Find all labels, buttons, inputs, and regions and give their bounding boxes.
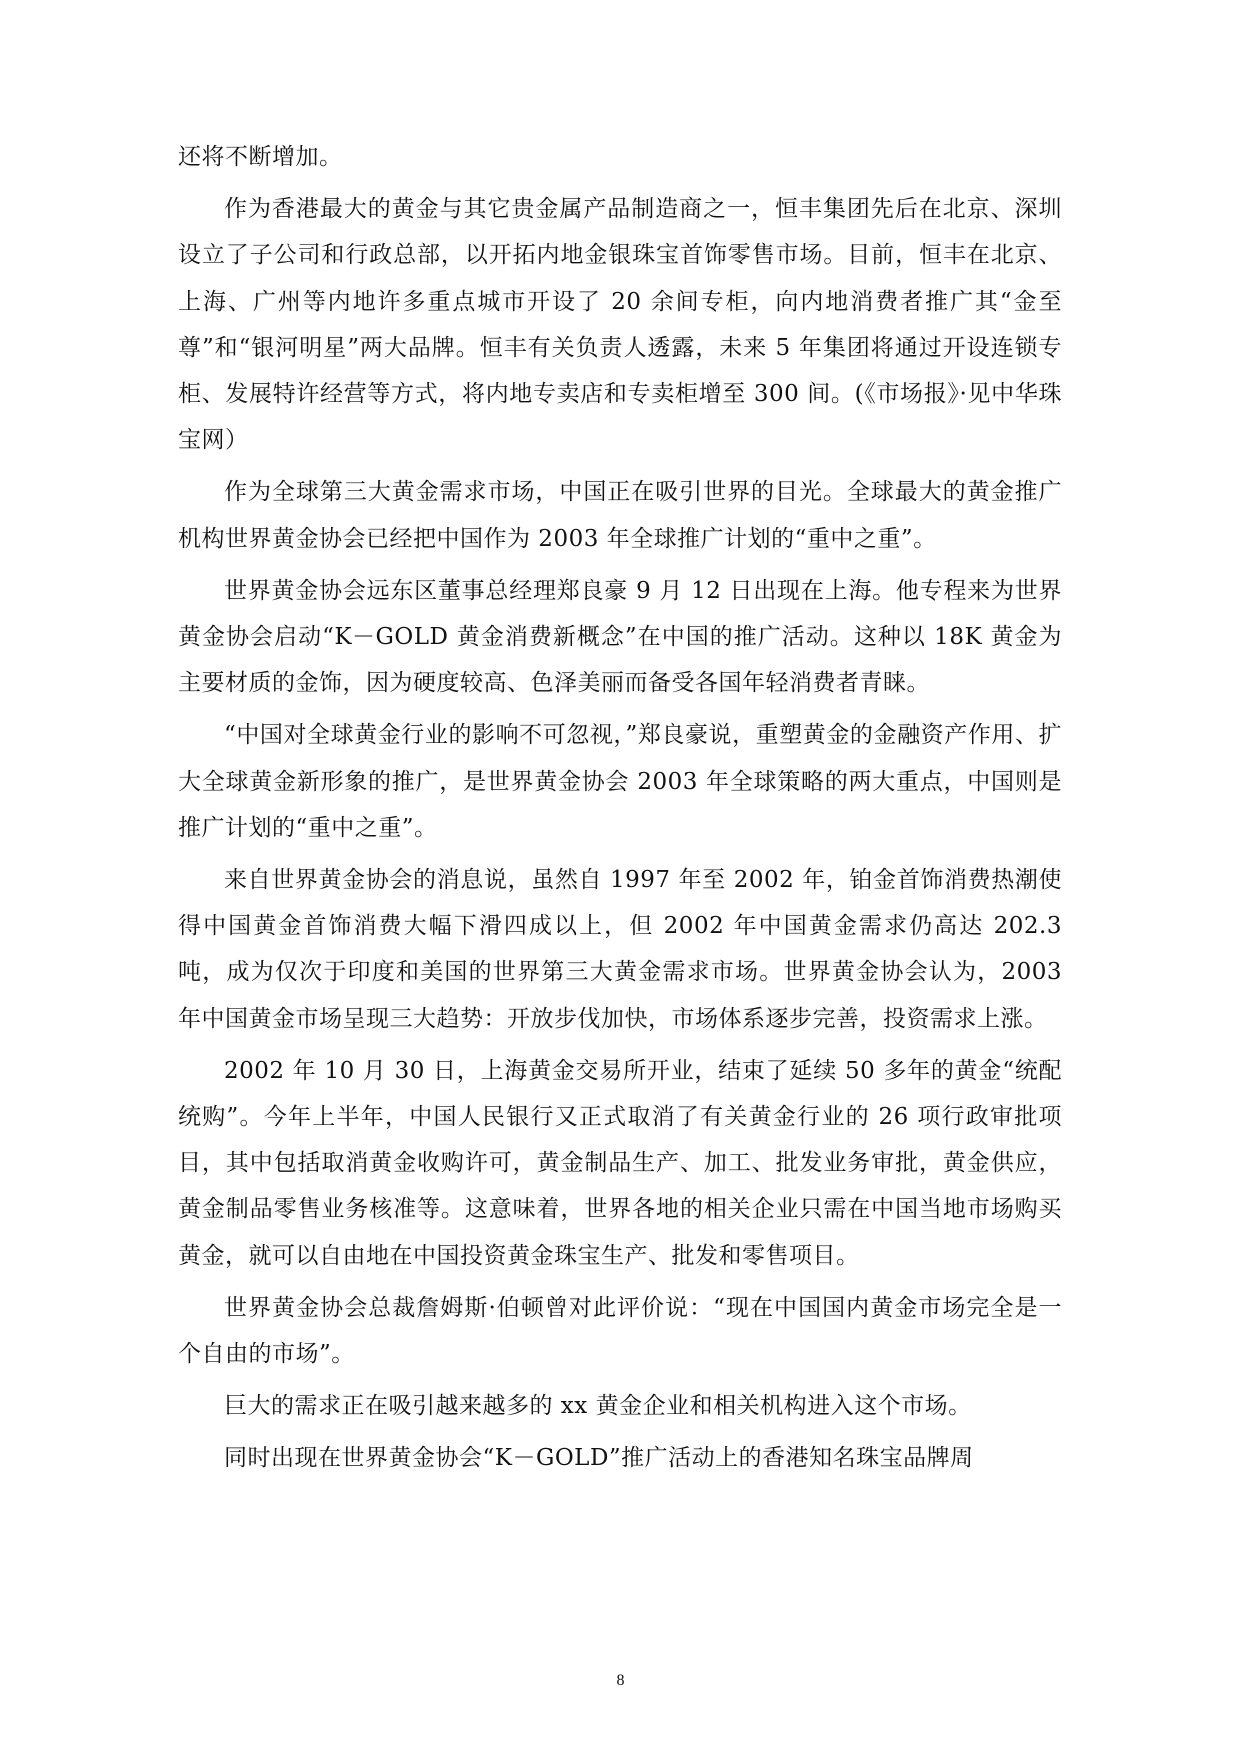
paragraph-9: 巨大的需求正在吸引越来越多的 xx 黄金企业和相关机构进入这个市场。	[224, 1393, 972, 1420]
paragraph-7: 2002 年 10 月 30 日，上海黄金交易所开业，结束了延续 50 多年的黄金“统配统购”。今年上半年，中国人民银行又正式取消了有关黄金行业的 26 项行政审批项目，其中包括取消黄金收购许可，黄金制品生产、加工、批发业务审批，黄金供应，黄金制品零售业务核准等。这意味着，世界各地的相关企业只需在中国当地市场购买黄金，就可以自由地在中国投资黄金珠宝生产、批发和零售项目。	[178, 1057, 1062, 1269]
paragraph-4: 世界黄金协会远东区董事总经理郑良豪 9 月 12 日出现在上海。他专程来为世界黄金协会启动“K－GOLD 黄金消费新概念”在中国的推广活动。这种以 18K 黄金为主要材质的金饰，因为硬度较高、色泽美丽而备受各国年轻消费者青睐。	[178, 577, 1062, 697]
paragraph-8: 世界黄金协会总裁詹姆斯·伯顿曾对此评价说：“现在中国国内黄金市场完全是一个自由的市场”。	[178, 1294, 1062, 1368]
page-number: 8	[616, 1672, 625, 1689]
paragraph-3: 作为全球第三大黄金需求市场，中国正在吸引世界的目光。全球最大的黄金推广机构世界黄金协会已经把中国作为 2003 年全球推广计划的“重中之重”。	[178, 479, 1062, 552]
paragraph-10: 同时出现在世界黄金协会“K－GOLD”推广活动上的香港知名珠宝品牌周	[224, 1445, 974, 1472]
paragraph-2: 作为香港最大的黄金与其它贵金属产品制造商之一，恒丰集团先后在北京、深圳设立了子公司和行政总部，以开拓内地金银珠宝首饰零售市场。目前，恒丰在北京、上海、广州等内地许多重点城市开设了 20 余间专柜，向内地消费者推广其“金至尊”和“银河明星”两大品牌。恒丰有关负责人透露，未来 5 年集团将通过开设连锁专柜、发展特许经营等方式，将内地专卖店和专卖柜增至 300 间。(《市场报》·见中华珠宝网）	[178, 196, 1062, 454]
paragraph-6: 来自世界黄金协会的消息说，虽然自 1997 年至 2002 年，铂金首饰消费热潮使得中国黄金首饰消费大幅下滑四成以上，但 2002 年中国黄金需求仍高达 202.3 吨，成为仅次于印度和美国的世界第三大黄金需求市场。世界黄金协会认为，2003 年中国黄金市场呈现三大趋势：开放步伐加快，市场体系逐步完善，投资需求上涨。	[178, 867, 1062, 1032]
paragraph-5: “中国对全球黄金行业的影响不可忽视，”郑良豪说，重塑黄金的金融资产作用、扩大全球黄金新形象的推广，是世界黄金协会 2003 年全球策略的两大重点，中国则是推广计划的“重中之重”。	[178, 722, 1062, 841]
paragraph-1: 还将不断增加。	[178, 144, 343, 170]
body-text	[178, 134, 1062, 1488]
